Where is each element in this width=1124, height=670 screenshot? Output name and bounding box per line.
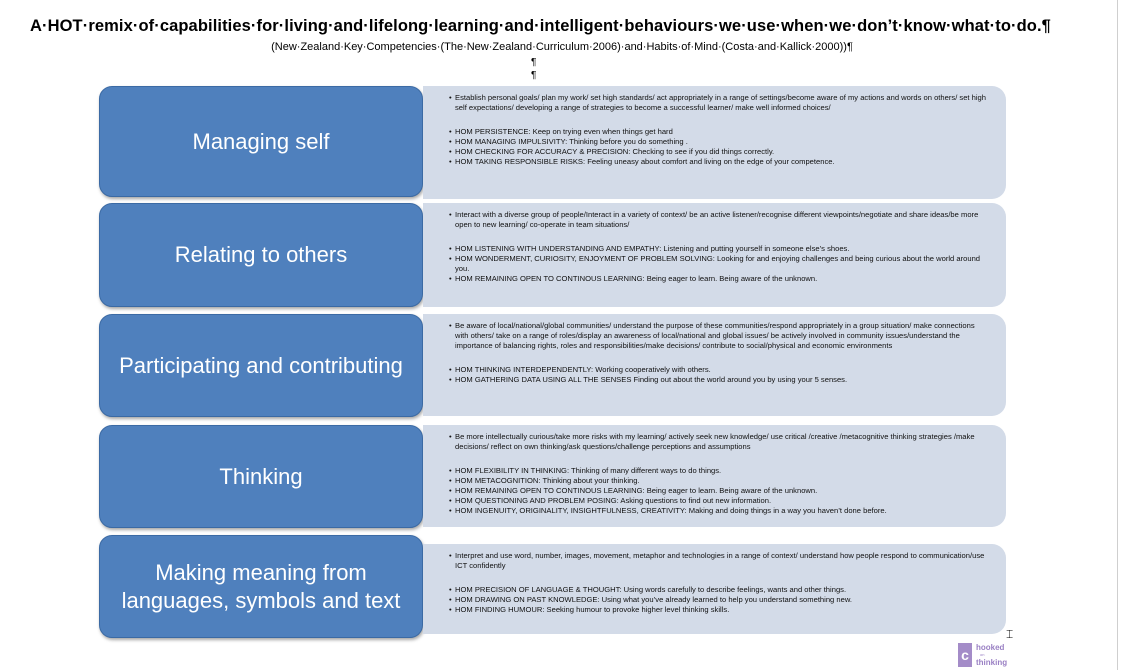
habit-of-mind-item: • HOM MANAGING IMPULSIVITY: Thinking before you do something . [449, 137, 986, 147]
competency-description: • Interact with a diverse group of people/Interact in a variety of context/ be an active listener/recognise different viewpoints/negotiate and share ideas/be more open to new learning/ co-operate in team situations/ [449, 210, 986, 230]
competency-label-box [99, 425, 423, 528]
habit-of-mind-item: • HOM THINKING INTERDEPENDENTLY: Working cooperatively with others. [449, 365, 986, 375]
competency-description: • Be aware of local/national/global communities/ understand the purpose of these communities/respond appropriately in a group situation/ make connections with others/ take on a range of roles/display an awareness of local/national and global issues/ be actively involved in community issues/understand the importance of balancing rights, roles and responsibilities/make decisions/ contribute to social/physical and economic environments [449, 321, 986, 351]
competency-description: • Be more intellectually curious/take more risks with my learning/ actively seek new knowledge/ use critical /creative /metacognitive thinking strategies /make decisions/ reflect on own thinking/ask questions/challenge perceptions and assumptions [449, 432, 986, 452]
logo-mark-icon: c [958, 643, 972, 667]
habit-of-mind-item: • HOM CHECKING FOR ACCURACY & PRECISION: Checking to see if you did things correctly. [449, 147, 986, 157]
competency-description-box [423, 425, 1006, 527]
competency-label-box [99, 203, 423, 307]
competency-label: Managing self [192, 128, 330, 154]
habit-of-mind-item: • HOM TAKING RESPONSIBLE RISKS: Feeling uneasy about comfort and living on the edge of your competence. [449, 157, 986, 167]
competency-label: Relating to others [174, 242, 348, 267]
habit-of-mind-item: • HOM PERSISTENCE: Keep on trying even when things get hard [449, 127, 986, 137]
competency-label-box [99, 535, 423, 638]
competency-description: • Interpret and use word, number, images, movement, metaphor and technologies in a range of context/ understand how people respond to communication/use ICT confidently [449, 551, 986, 571]
logo-text: hooked [976, 643, 1005, 652]
habit-of-mind-item: • HOM INGENUITY, ORIGINALITY, INSIGHTFULNESS, CREATIVITY: Making and doing things in a way you haven’t done before. [449, 506, 986, 516]
competency-label: Thinking [219, 463, 303, 489]
page-edge [1117, 0, 1118, 670]
paragraph-mark: ¶ [531, 70, 537, 81]
habit-of-mind-item: • HOM QUESTIONING AND PROBLEM POSING: Asking questions to find out new information. [449, 496, 986, 506]
habit-of-mind-item: • HOM FLEXIBILITY IN THINKING: Thinking of many different ways to do things. [449, 466, 986, 476]
competency-description-box [423, 544, 1006, 634]
competency-label: Making meaning from languages, symbols and text [121, 559, 401, 613]
logo-text: thinking [976, 658, 1008, 667]
habit-of-mind-item: • HOM GATHERING DATA USING ALL THE SENSES Finding out about the world around you by using your 5 senses. [449, 375, 986, 385]
competency-description-box [423, 203, 1006, 307]
habit-of-mind-item: • HOM DRAWING ON PAST KNOWLEDGE: Using what you’ve already learned to help you understand something new. [449, 595, 986, 605]
logo-text: on [980, 652, 985, 657]
competency-label-box [99, 86, 423, 197]
habit-of-mind-item: • HOM REMAINING OPEN TO CONTINOUS LEARNING: Being eager to learn. Being aware of the unknown. [449, 486, 986, 496]
text-cursor-icon: ⌶ [1006, 627, 1014, 641]
habit-of-mind-item: • HOM REMAINING OPEN TO CONTINOUS LEARNING: Being eager to learn. Being aware of the unknown. [449, 274, 986, 284]
habit-of-mind-item: • HOM FINDING HUMOUR: Seeking humour to provoke higher level thinking skills. [449, 605, 986, 615]
habit-of-mind-item: • HOM LISTENING WITH UNDERSTANDING AND EMPATHY: Listening and putting yourself in someone else’s shoes. [449, 244, 986, 254]
habit-of-mind-item: • HOM METACOGNITION: Thinking about your thinking. [449, 476, 986, 486]
paragraph-mark: ¶ [531, 57, 537, 68]
competency-description-box [423, 86, 1006, 199]
document-subtitle: (New·Zealand·Key·Competencies·(The·New·Zealand·Curriculum·2006)·and·Habits·of·Mind·(Costa·and·Kallick·2000))¶ [271, 41, 853, 53]
document-title: A·HOT·remix·of·capabilities·for·living·and·lifelong·learning·and·intelligent·behaviours·we·use·when·we·don’t·know·what·to·do.¶ [30, 17, 1051, 35]
habit-of-mind-item: • HOM PRECISION OF LANGUAGE & THOUGHT: Using words carefully to describe feelings, wants and other things. [449, 585, 986, 595]
habit-of-mind-item: • HOM WONDERMENT, CURIOSITY, ENJOYMENT OF PROBLEM SOLVING: Looking for and enjoying challenges and being curious about the world around you. [449, 254, 986, 274]
competency-description: • Establish personal goals/ plan my work/ set high standards/ act appropriately in a range of settings/become aware of my actions and words on others/ set high self expectations/ developing a range of strategies to become a successful learner/ make well informed choices/ [449, 93, 986, 113]
competency-label: Participating and contributing [119, 352, 403, 378]
hooked-on-thinking-logo [956, 643, 1016, 669]
competency-description-box [423, 314, 1006, 416]
competency-label-box [99, 314, 423, 417]
